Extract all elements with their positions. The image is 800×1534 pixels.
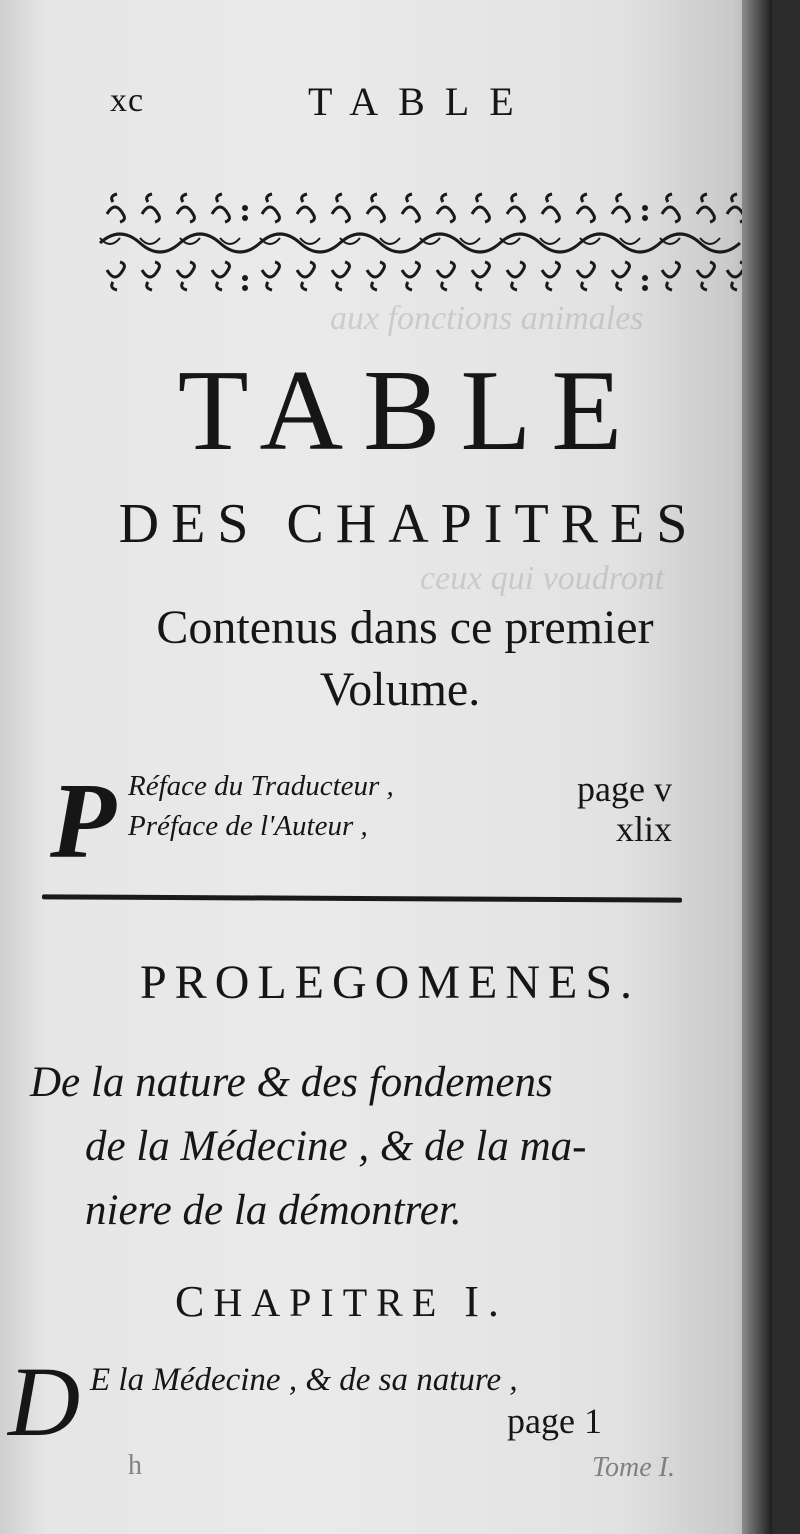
chapter-heading-word: HAPITRE: [213, 1280, 446, 1325]
tome-mark: Tome I.: [592, 1452, 675, 1483]
toc-entry-preface-traducteur: Réface du Traducteur ,: [128, 770, 394, 802]
bleed-through-text: ceux qui voudront: [420, 560, 665, 597]
sub-title: DES CHAPITRES: [118, 493, 700, 555]
section-rule: [42, 894, 682, 902]
toc-page-chapter-1: page 1: [507, 1401, 602, 1441]
title-line-1: Contenus dans ce premier: [156, 601, 654, 654]
chapter-heading-initial: C: [175, 1277, 214, 1326]
section-title: PROLEGOMENES.: [139, 956, 641, 1009]
main-title: TABLE: [177, 347, 643, 475]
ornament-row-bottom: [107, 262, 744, 290]
signature-mark: h: [128, 1450, 142, 1481]
toc-page-preface-traducteur: page v: [577, 769, 672, 809]
chapter-number: I.: [464, 1277, 508, 1326]
bleed-through-text: aux fonctions animales: [330, 300, 644, 337]
drop-cap-d: D: [8, 1346, 81, 1457]
toc-entry-chapter-1: E la Médecine , & de sa nature ,: [90, 1362, 518, 1398]
ornament-row-top: [107, 194, 744, 222]
running-head: TABLE: [308, 79, 534, 124]
chapter-heading: [175, 1276, 508, 1327]
section-subtitle-line-3: niere de la démontrer.: [85, 1187, 462, 1234]
folio-number: xc: [110, 82, 145, 119]
title-line-2: Volume.: [319, 663, 481, 716]
page-edge-shadow: [742, 0, 772, 1534]
toc-entry-preface-auteur: Préface de l'Auteur ,: [128, 810, 368, 842]
drop-cap-p: P: [50, 762, 116, 881]
section-subtitle-line-2: de la Médecine , & de la ma-: [85, 1123, 587, 1170]
section-subtitle-line-1: De la nature & des fondemens: [30, 1059, 553, 1106]
printers-ornament-band: [95, 188, 755, 300]
toc-page-preface-auteur: xlix: [615, 809, 672, 849]
